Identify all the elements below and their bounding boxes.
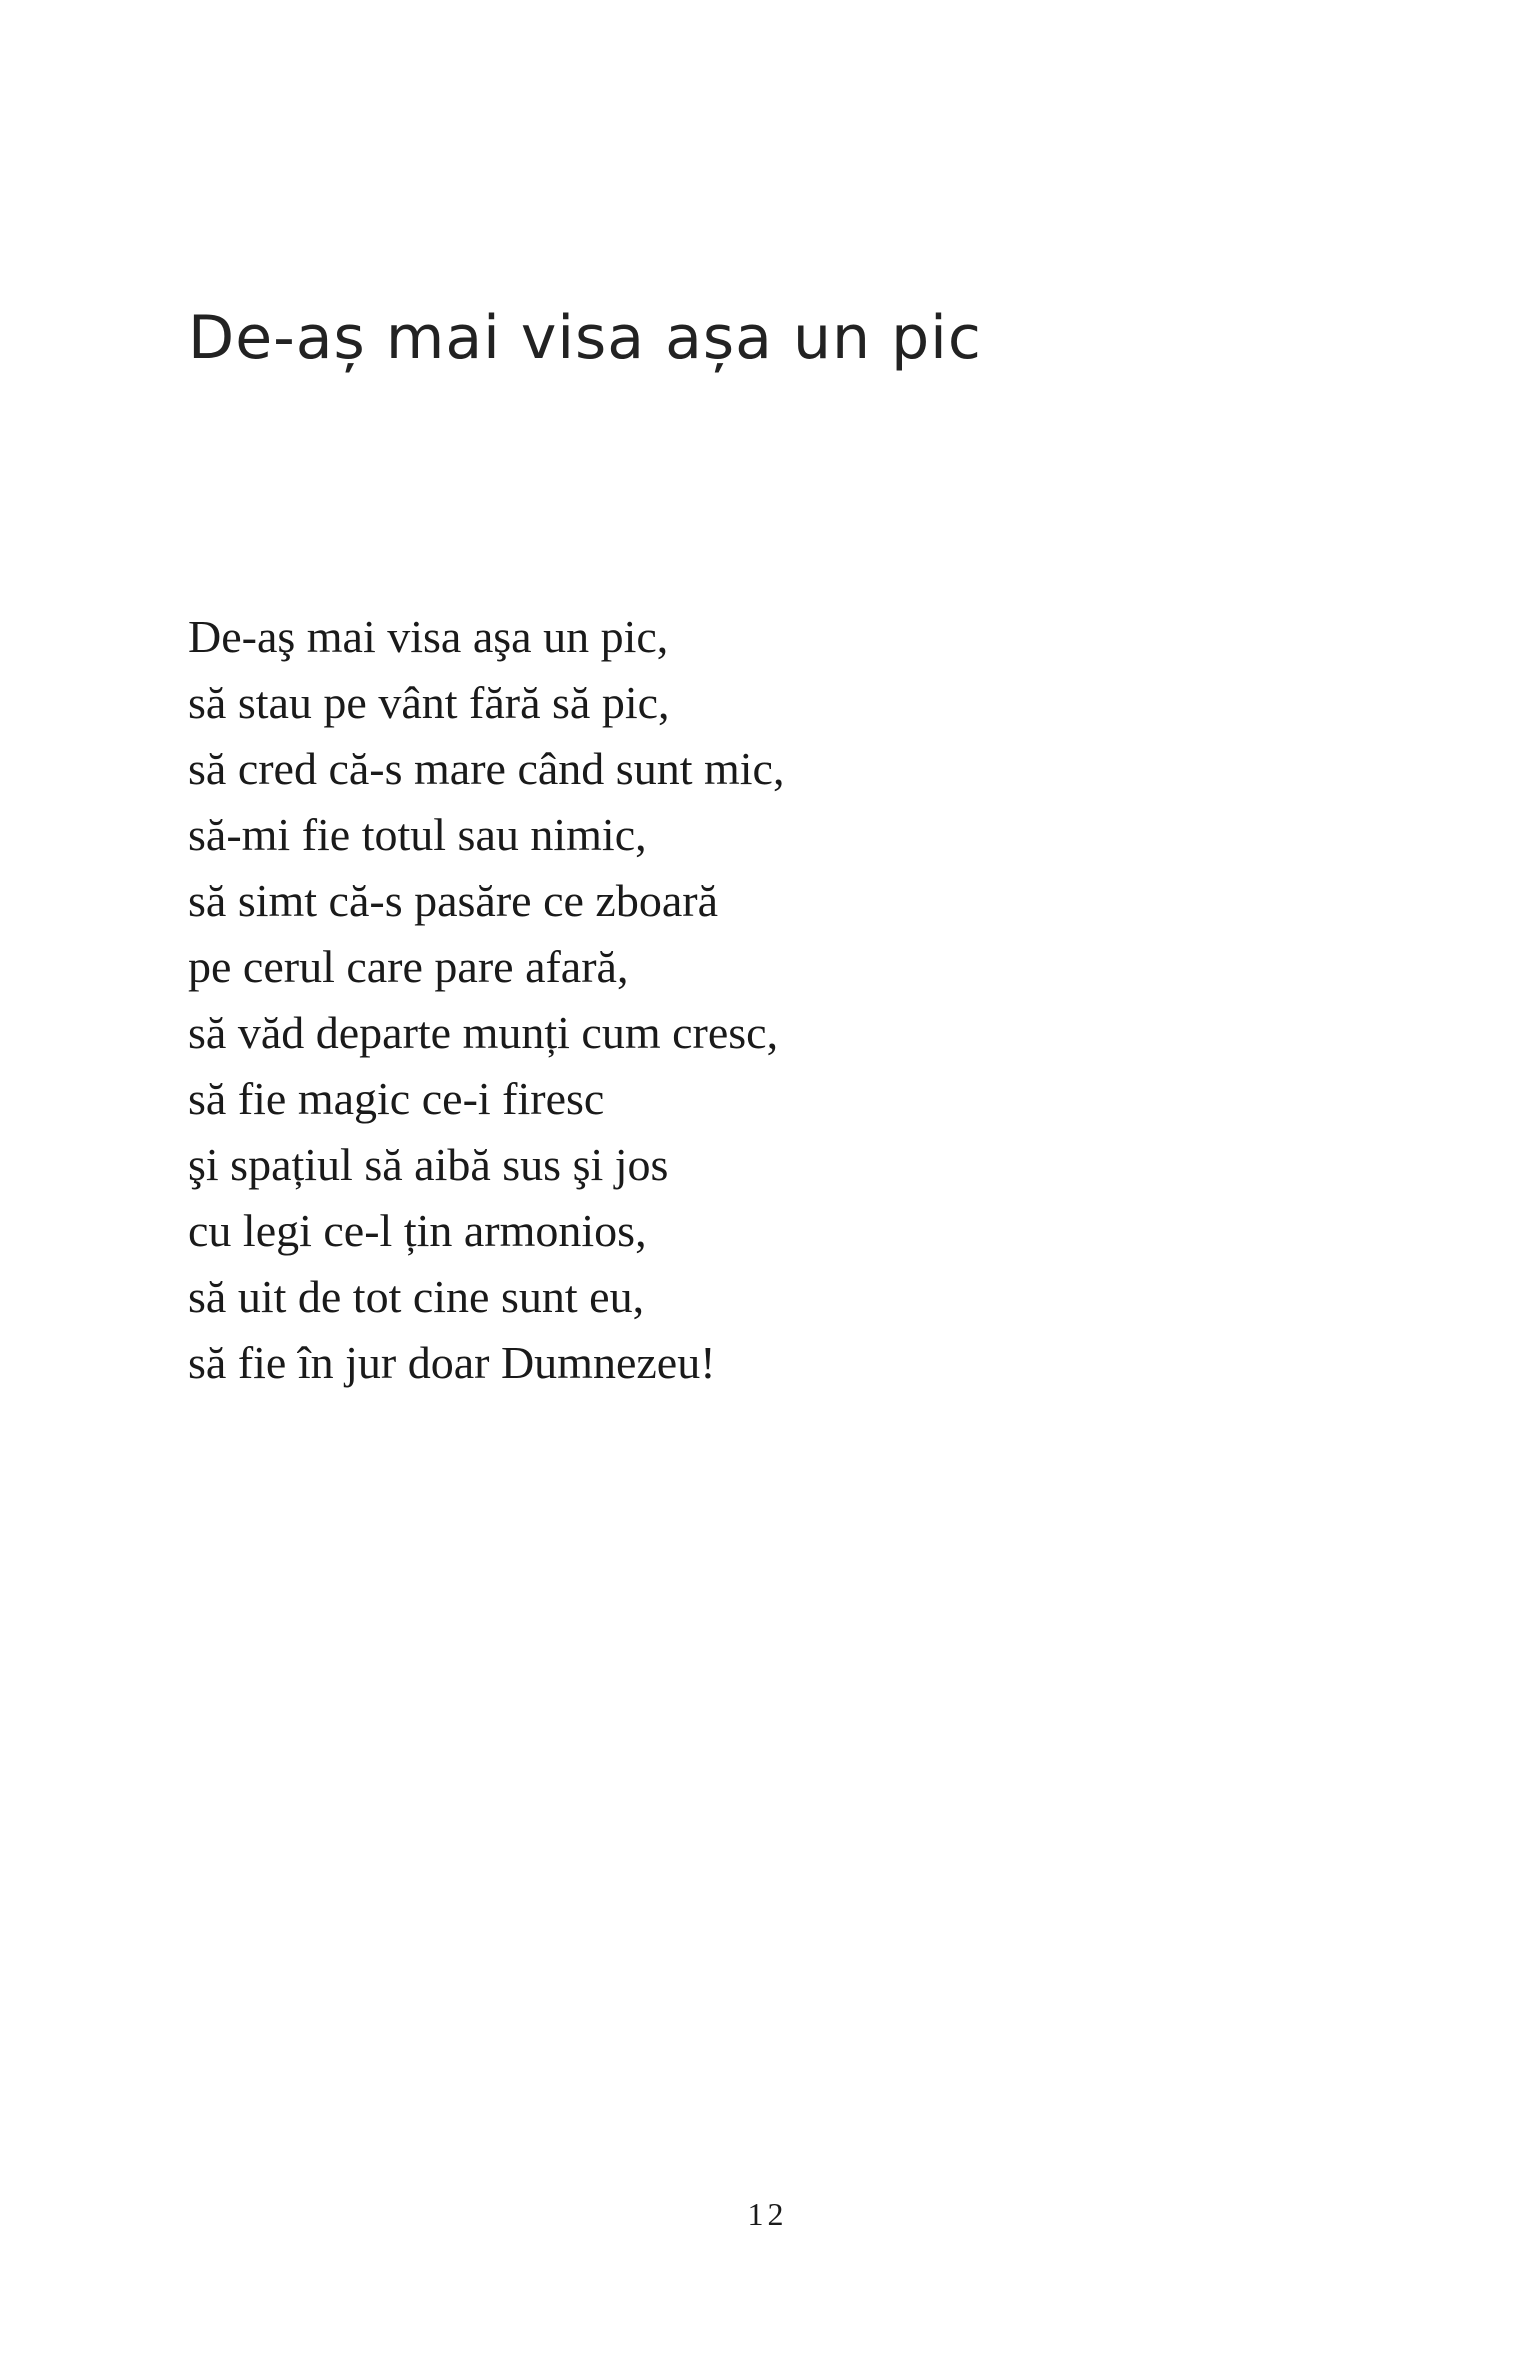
poem-line: să uit de tot cine sunt eu, — [188, 1271, 645, 1322]
poem-line: şi spațiul să aibă sus şi jos — [188, 1139, 669, 1190]
poem-line: să stau pe vânt fără să pic, — [188, 677, 670, 728]
poem-line: să fie în jur doar Dumnezeu! — [188, 1337, 716, 1388]
poem-line: cu legi ce-l țin armonios, — [188, 1205, 647, 1256]
poem-title: De-aș mai visa așa un pic — [188, 303, 982, 373]
poem-body — [188, 604, 784, 1396]
poem-line: să fie magic ce-i firesc — [188, 1073, 605, 1124]
poem-line: De-aş mai visa aşa un pic, — [188, 611, 669, 662]
poem-line: pe cerul care pare afară, — [188, 941, 629, 992]
poem-line: să văd departe munți cum cresc, — [188, 1007, 779, 1058]
page-number: 12 — [747, 2196, 788, 2232]
poem-line: să simt că-s pasăre ce zboară — [188, 875, 718, 926]
poem-line: să cred că-s mare când sunt mic, — [188, 743, 785, 794]
poem-line: să-mi fie totul sau nimic, — [188, 809, 647, 860]
